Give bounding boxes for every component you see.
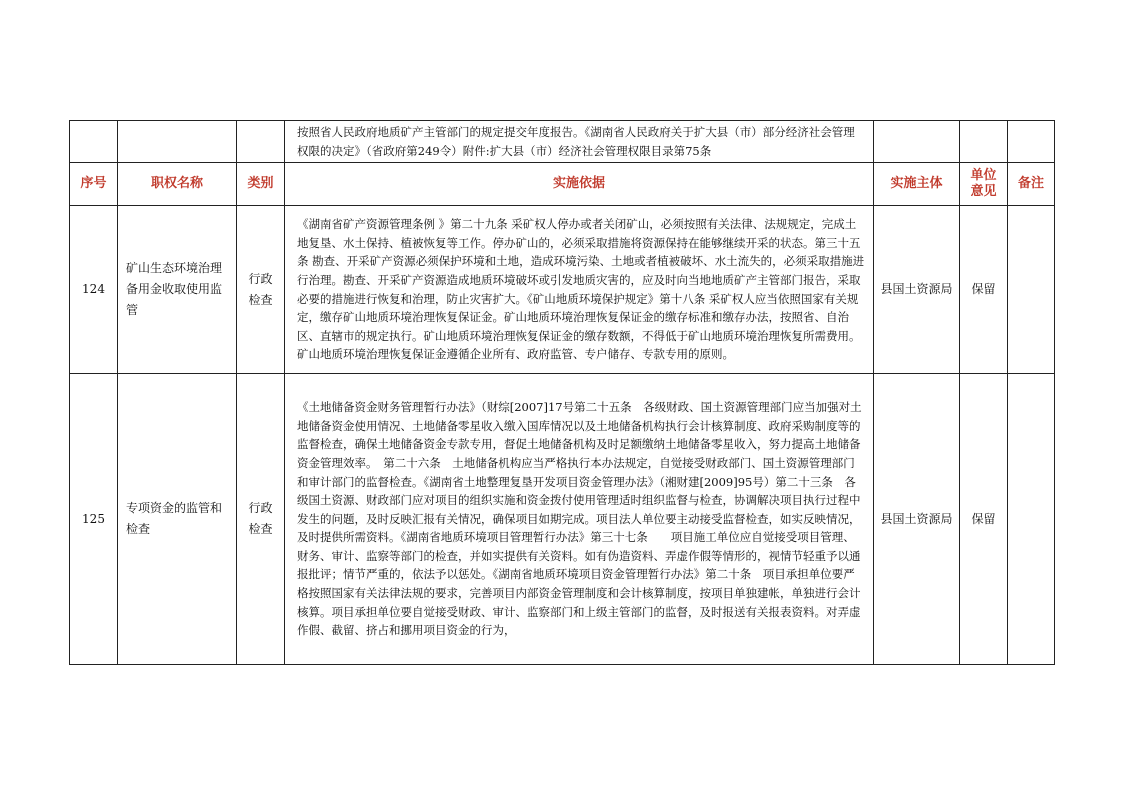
header-remark: 备注 bbox=[1008, 163, 1055, 206]
header-subject: 实施主体 bbox=[874, 163, 960, 206]
row-remark bbox=[1008, 206, 1055, 374]
row-name: 矿山生态环境治理备用金收取使用监管 bbox=[118, 206, 237, 374]
row-subject: 县国土资源局 bbox=[874, 374, 960, 665]
header-row bbox=[70, 163, 1055, 206]
authority-table bbox=[69, 120, 1055, 665]
row-type: 行政检查 bbox=[237, 206, 285, 374]
row-name: 专项资金的监管和检查 bbox=[118, 374, 237, 665]
header-type: 类别 bbox=[237, 163, 285, 206]
row-seq: 124 bbox=[70, 206, 118, 374]
continued-type-cell bbox=[237, 121, 285, 163]
header-name: 职权名称 bbox=[118, 163, 237, 206]
continued-subject-cell bbox=[874, 121, 960, 163]
header-basis: 实施依据 bbox=[285, 163, 874, 206]
continued-seq-cell bbox=[70, 121, 118, 163]
continued-opinion-cell bbox=[960, 121, 1008, 163]
table-row bbox=[70, 374, 1055, 665]
row-remark bbox=[1008, 374, 1055, 665]
continued-row bbox=[70, 121, 1055, 163]
row-subject: 县国土资源局 bbox=[874, 206, 960, 374]
continued-remark-cell bbox=[1008, 121, 1055, 163]
row-basis: 《湖南省矿产资源管理条例 》第二十九条 采矿权人停办或者关闭矿山，必须按照有关法律、法规规定，完成土地复垦、水土保持、植被恢复等工作。停办矿山的，必须采取措施将资源保持在能够继续开采的状态。第三十五条 勘查、开采矿产资源必须保护环境和土地，造成环境污染、土地或者植被破坏、水土流失的，必须采取措施进行治理。勘查、开采矿产资源造成地质环境破坏或引发地质灾害的，应及时向当地地质矿产主管部门报告，采取必要的措施进行恢复和治理，防止灾害扩大。《矿山地质环境保护规定》第十八条 采矿权人应当依照国家有关规定，缴存矿山地质环境治理恢复保证金。矿山地质环境治理恢复保证金的缴存标准和缴存办法，按照省、自治区、直辖市的规定执行。矿山地质环境治理恢复保证金的缴存数额，不得低于矿山地质环境治理恢复所需费用。矿山地质环境治理恢复保证金遵循企业所有、政府监管、专户储存、专款专用的原则。 bbox=[285, 206, 874, 374]
table-row bbox=[70, 206, 1055, 374]
row-basis: 《土地储备资金财务管理暂行办法》（财综[2007]17号第二十五条 各级财政、国土资源管理部门应当加强对土地储备资金使用情况、土地储备零星收入缴入国库情况以及土地储备机构执行会计核算制度、政府采购制度等的监督检查，确保土地储备资金专款专用，督促土地储备机构及时足额缴纳土地储备零星收入，努力提高土地储备资金管理效率。 第二十六条 土地储备机构应当严格执行本办法规定，自觉接受财政部门、国土资源管理部门和审计部门的监督检查。《湖南省土地整理复垦开发项目资金管理办法》（湘财建[2009]95号）第二十三条 各级国土资源、财政部门应对项目的组织实施和资金拨付使用管理适时组织监督与检查，协调解决项目执行过程中发生的问题，及时反映汇报有关情况，确保项目如期完成。项目法人单位要主动接受监督检查，如实反映情况，及时提供所需资料。《湖南省地质环境项目管理暂行办法》第三十七条 项目施工单位应自觉接受项目管理、财务、审计、监察等部门的检查，并如实提供有关资料。如有伪造资料、弄虚作假等情形的，视情节轻重予以通报批评；情节严重的，依法予以惩处。《湖南省地质环境项目资金管理暂行办法》第二十条 项目承担单位要严格按照国家有关法律法规的要求，完善项目内部资金管理制度和会计核算制度，按项目单独建帐，单独进行会计核算。项目承担单位要自觉接受财政、审计、监察部门和上级主管部门的监督，及时报送有关报表资料。对弄虚作假、截留、挤占和挪用项目资金的行为， bbox=[285, 374, 874, 665]
header-opinion: 单位意见 bbox=[960, 163, 1008, 206]
continued-name-cell bbox=[118, 121, 237, 163]
row-type: 行政检查 bbox=[237, 374, 285, 665]
row-opinion: 保留 bbox=[960, 374, 1008, 665]
continued-basis-cell: 按照省人民政府地质矿产主管部门的规定提交年度报告。《湖南省人民政府关于扩大县（市）部分经济社会管理权限的决定》（省政府第249令）附件:扩大县（市）经济社会管理权限目录第75条 bbox=[285, 121, 874, 163]
row-opinion: 保留 bbox=[960, 206, 1008, 374]
row-seq: 125 bbox=[70, 374, 118, 665]
header-seq: 序号 bbox=[70, 163, 118, 206]
